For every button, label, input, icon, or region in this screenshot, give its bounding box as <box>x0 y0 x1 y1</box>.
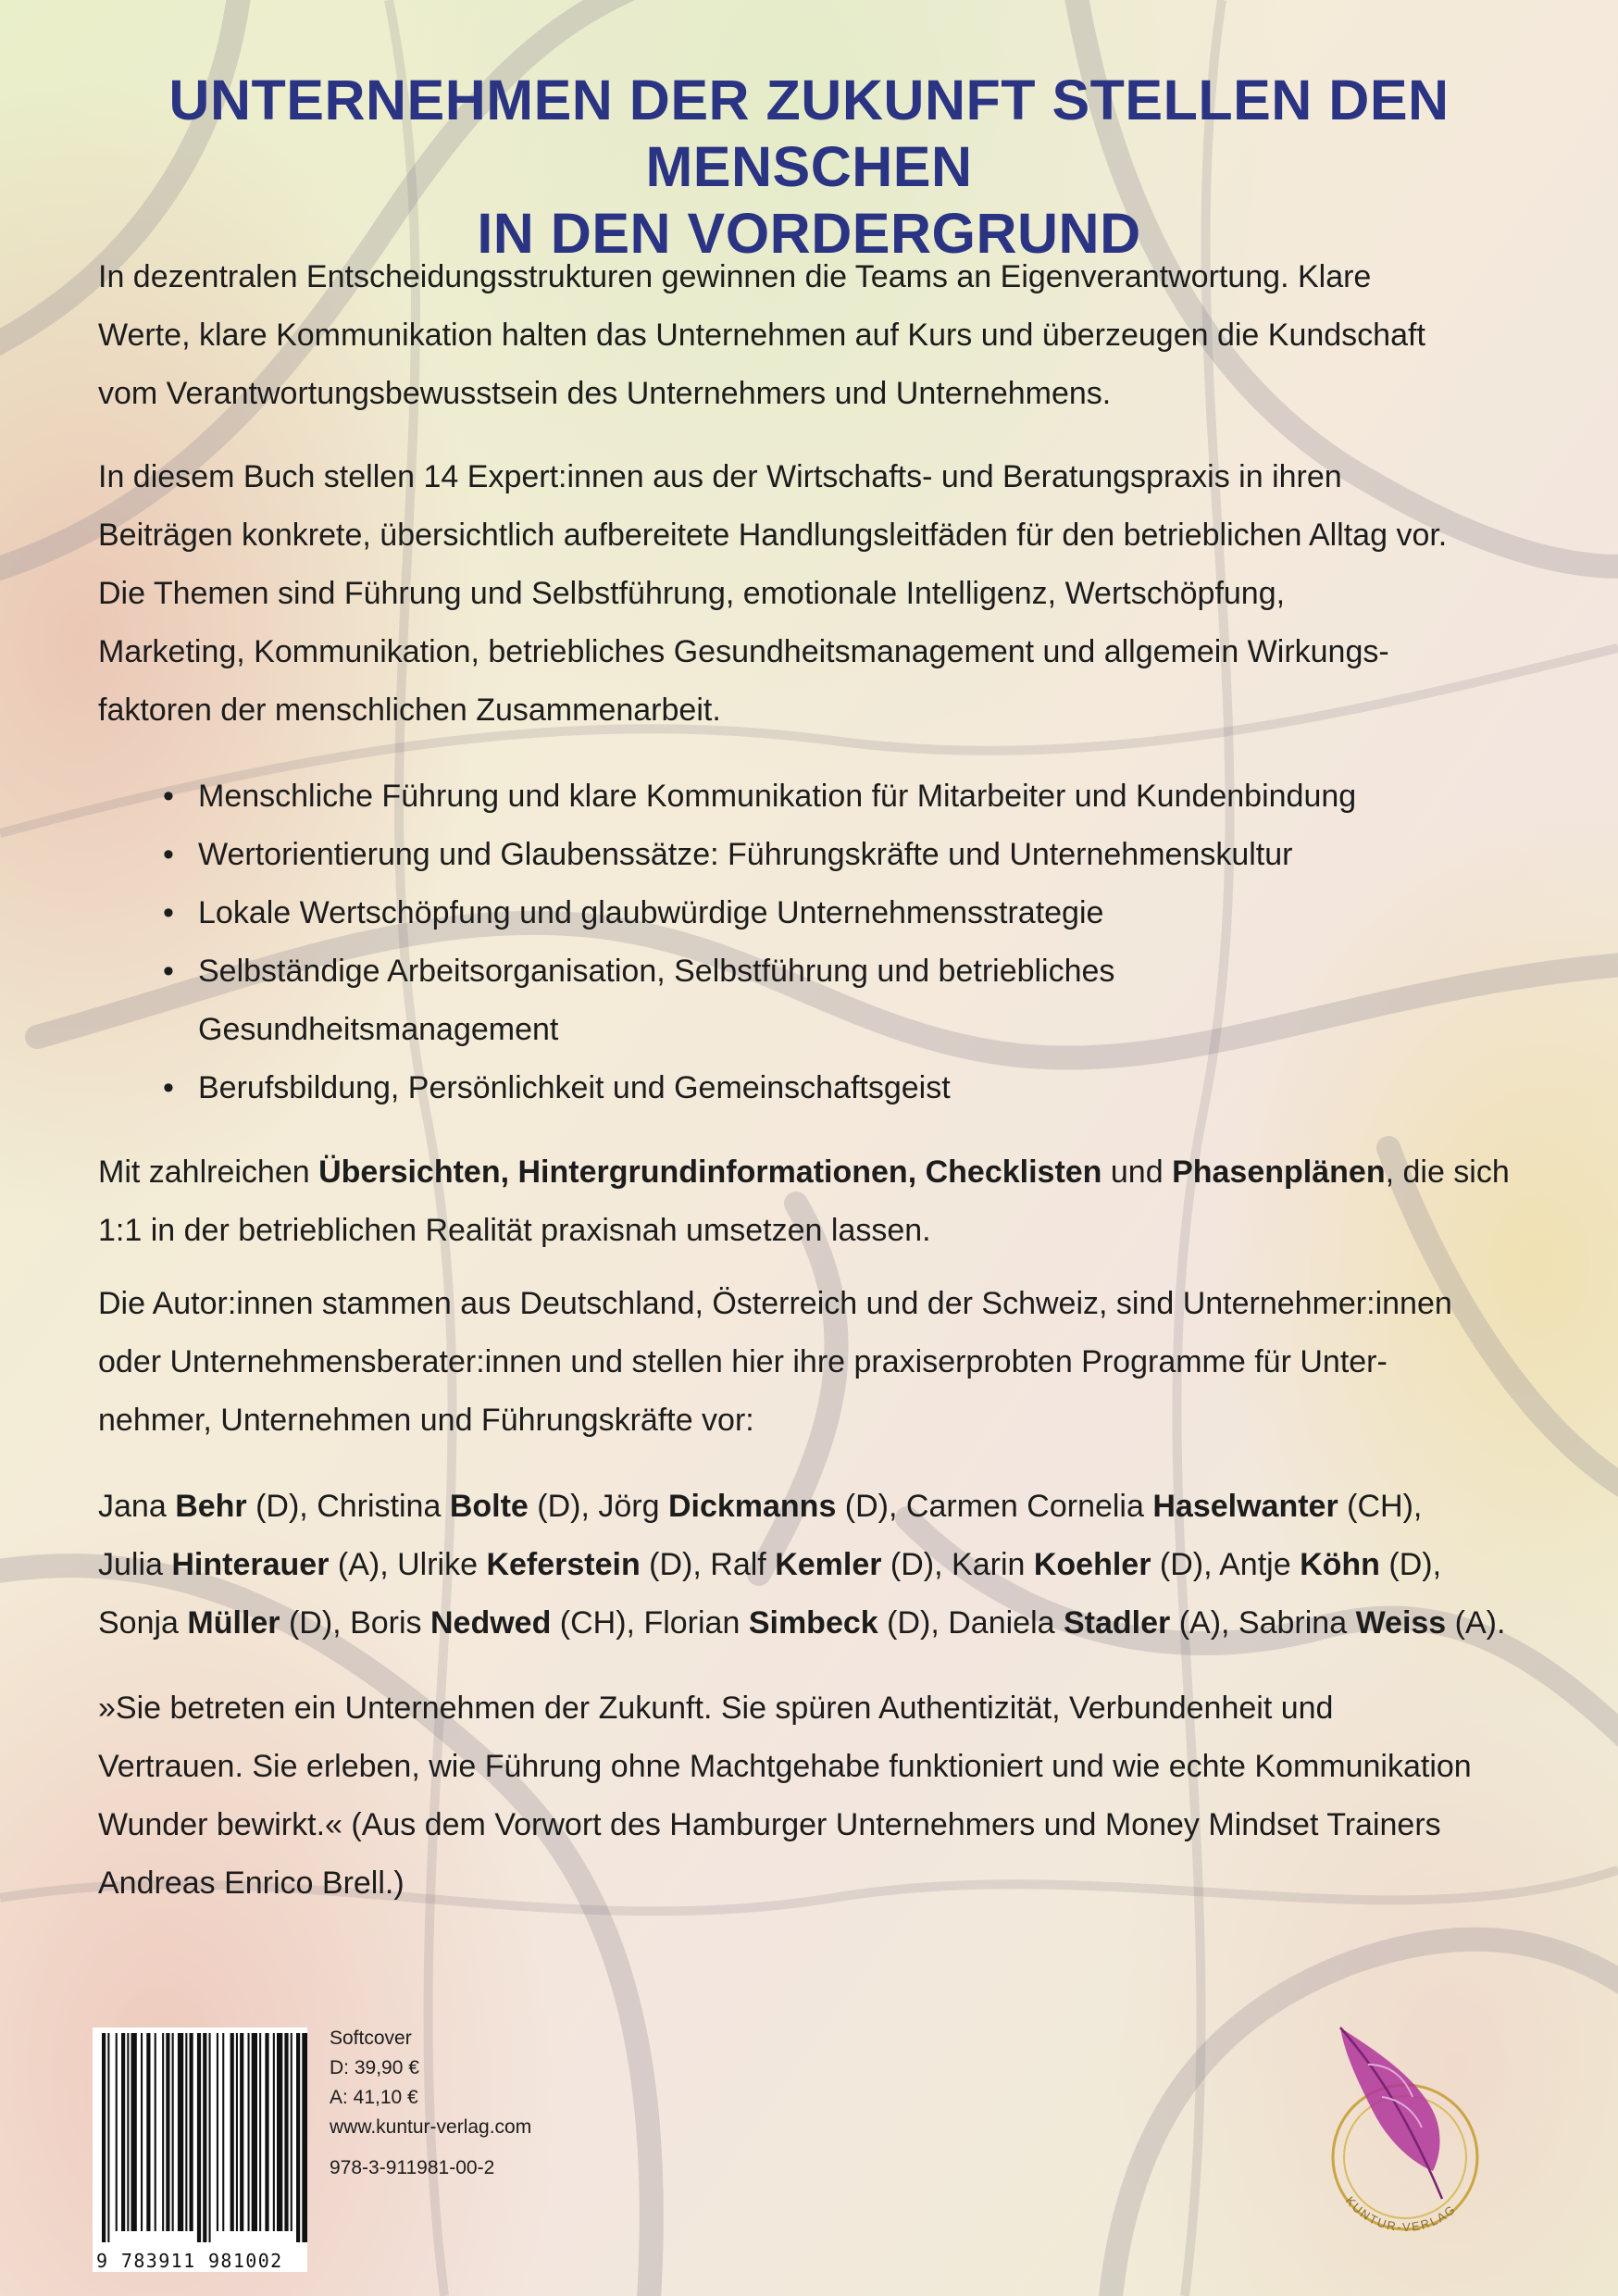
authors-line: Jana Behr (D), Christina Bolte (D), Jörg Dickmanns (D), Carmen Cornelia Haselwanter (CH), <box>98 1489 1423 1524</box>
authors-intro-line: oder Unternehmensberater:innen und stellen hier ihre praxiserprobten Programme für Unter- <box>98 1344 1388 1379</box>
bullet-icon: • <box>163 895 174 930</box>
book-line: Die Themen sind Führung und Selbstführung, emotionale Intelligenz, Wertschöpfung, <box>98 576 1286 611</box>
feather-icon <box>1340 2028 1442 2199</box>
barcode-bars <box>93 2028 307 2246</box>
list-item: • Wertorientierung und Glaubenssätze: Führungskräfte und Unternehmenskultur <box>198 826 1550 884</box>
publisher-website[interactable]: www.kuntur-verlag.com <box>330 2116 532 2138</box>
headline-line-1: UNTERNEHMEN DER ZUKUNFT STELLEN DEN MENSCHEN <box>168 69 1450 198</box>
barcode-bar <box>197 2033 201 2242</box>
barcode-bar <box>230 2033 234 2231</box>
barcode-bar <box>131 2033 137 2231</box>
authors-intro-line: Die Autor:innen stammen aus Deutschland, Österreich und der Schweiz, sind Unternehmer:innen <box>98 1286 1452 1321</box>
barcode-bar <box>127 2033 129 2231</box>
barcode-bar <box>273 2033 275 2231</box>
publisher-logo <box>1303 2009 1507 2268</box>
intro-paragraph <box>98 248 1542 423</box>
barcode-bar <box>296 2033 300 2242</box>
list-item: • Lokale Wertschöpfung und glaubwürdige Unternehmensstrategie <box>198 884 1550 942</box>
format-label: Softcover <box>330 2028 412 2049</box>
publication-info <box>330 2024 531 2183</box>
quote-line: Wunder bewirkt.« (Aus dem Vorwort des Hamburger Unternehmers und Money Mindset Trainers <box>98 1807 1441 1842</box>
headline-line-2: IN DEN VORDERGRUND <box>477 202 1141 265</box>
book-line: faktoren der menschlichen Zusammenarbeit. <box>98 693 721 728</box>
barcode-bar <box>302 2033 307 2242</box>
barcode-bar <box>240 2033 243 2231</box>
authors-intro-paragraph <box>98 1275 1542 1450</box>
barcode-bar <box>284 2033 288 2231</box>
foreword-quote <box>98 1679 1542 1913</box>
bullet-icon: • <box>163 837 174 872</box>
barcode-bar <box>162 2033 164 2231</box>
book-line: Marketing, Kommunikation, betriebliches Gesundheitsmanagement und allgemein Wirkungs- <box>98 634 1389 669</box>
barcode-bar <box>291 2033 292 2231</box>
quote-line: »Sie betreten ein Unternehmen der Zukunft. Sie spüren Authentizität, Verbundenheit und <box>98 1691 1334 1726</box>
list-item: • Selbständige Arbeitsorganisation, Selbstführung und betriebliches <box>198 942 1550 1001</box>
headline <box>56 67 1562 267</box>
barcode-bar <box>222 2033 224 2231</box>
barcode-digits: 9 783911 981002 <box>96 2250 283 2272</box>
barcode-bar <box>107 2033 109 2242</box>
quote-line: Vertrauen. Sie erleben, wie Führung ohne Machtgehabe funktioniert und wie echte Kommunikation <box>98 1749 1472 1784</box>
barcode-bar <box>121 2033 125 2231</box>
bullet-icon: • <box>163 954 174 989</box>
barcode-bar <box>277 2033 282 2231</box>
intro-line: Werte, klare Kommunikation halten das Unternehmen auf Kurs und überzeugen die Kundschaft <box>98 318 1425 353</box>
price-germany: D: 39,90 € <box>330 2057 419 2078</box>
authors-list <box>98 1478 1542 1653</box>
list-item-continuation: Gesundheitsmanagement <box>198 1012 559 1047</box>
barcode-bar <box>217 2033 218 2231</box>
barcode-bar <box>146 2033 150 2231</box>
barcode-bar <box>185 2033 187 2231</box>
barcode-bar <box>178 2033 183 2231</box>
list-item: • Berufsbildung, Persönlichkeit und Gemeinschaftsgeist <box>198 1059 1550 1117</box>
barcode-bar <box>102 2033 106 2242</box>
barcode-bar <box>265 2033 268 2231</box>
features-paragraph <box>98 1143 1542 1260</box>
intro-line: In dezentralen Entscheidungsstrukturen gewinnen die Teams an Eigenverantwortung. Klare <box>98 259 1372 294</box>
barcode-bar <box>141 2033 143 2231</box>
authors-intro-line: nehmer, Unternehmen und Führungskräfte vor: <box>98 1403 754 1438</box>
barcode-bar <box>116 2033 118 2231</box>
barcode-bar <box>190 2033 193 2231</box>
bullet-icon: • <box>163 1070 174 1105</box>
price-austria: A: 41,10 € <box>330 2087 418 2108</box>
isbn-barcode <box>93 2028 307 2272</box>
intro-line: vom Verantwortungsbewusstsein des Unternehmers und Unternehmens. <box>98 376 1112 411</box>
barcode-bar <box>259 2033 261 2231</box>
barcode-bar <box>155 2033 156 2231</box>
barcode-bar <box>203 2033 206 2242</box>
barcode-bar <box>252 2033 257 2231</box>
quote-line: Andreas Enrico Brell.) <box>98 1866 404 1901</box>
book-description-paragraph <box>98 448 1542 740</box>
isbn-number: 978-3-911981-00-2 <box>330 2157 495 2178</box>
authors-line: Julia Hinterauer (A), Ulrike Keferstein (D), Ralf Kemler (D), Karin Koehler (D), Antje Köhn (D), <box>98 1547 1442 1582</box>
book-line: In diesem Buch stellen 14 Expert:innen aus der Wirtschafts- und Beratungspraxis in ihren <box>98 459 1342 494</box>
list-item: • Menschliche Führung und klare Kommunikation für Mitarbeiter und Kundenbindung <box>198 767 1550 826</box>
book-line: Beiträgen konkrete, übersichtlich aufbereitete Handlungsleitfäden für den betrieblichen Alltag vor. <box>98 518 1448 553</box>
topic-list <box>163 767 1550 1117</box>
barcode-bar <box>172 2033 174 2231</box>
features-line: 1:1 in der betrieblichen Realität praxisnah umsetzen lassen. <box>98 1213 931 1248</box>
features-line: Mit zahlreichen Übersichten, Hintergrundinformationen, Checklisten und Phasenplänen, die sich <box>98 1154 1510 1190</box>
barcode-bar <box>248 2033 250 2231</box>
barcode-bar <box>236 2033 238 2231</box>
authors-line: Sonja Müller (D), Boris Nedwed (CH), Florian Simbeck (D), Daniela Stadler (A), Sabrina Weiss (A). <box>98 1605 1506 1641</box>
bullet-icon: • <box>163 779 174 814</box>
barcode-bar <box>166 2033 169 2231</box>
barcode-bar <box>209 2033 211 2242</box>
logo-text: KUNTUR-VERLAG <box>1342 2193 1460 2235</box>
